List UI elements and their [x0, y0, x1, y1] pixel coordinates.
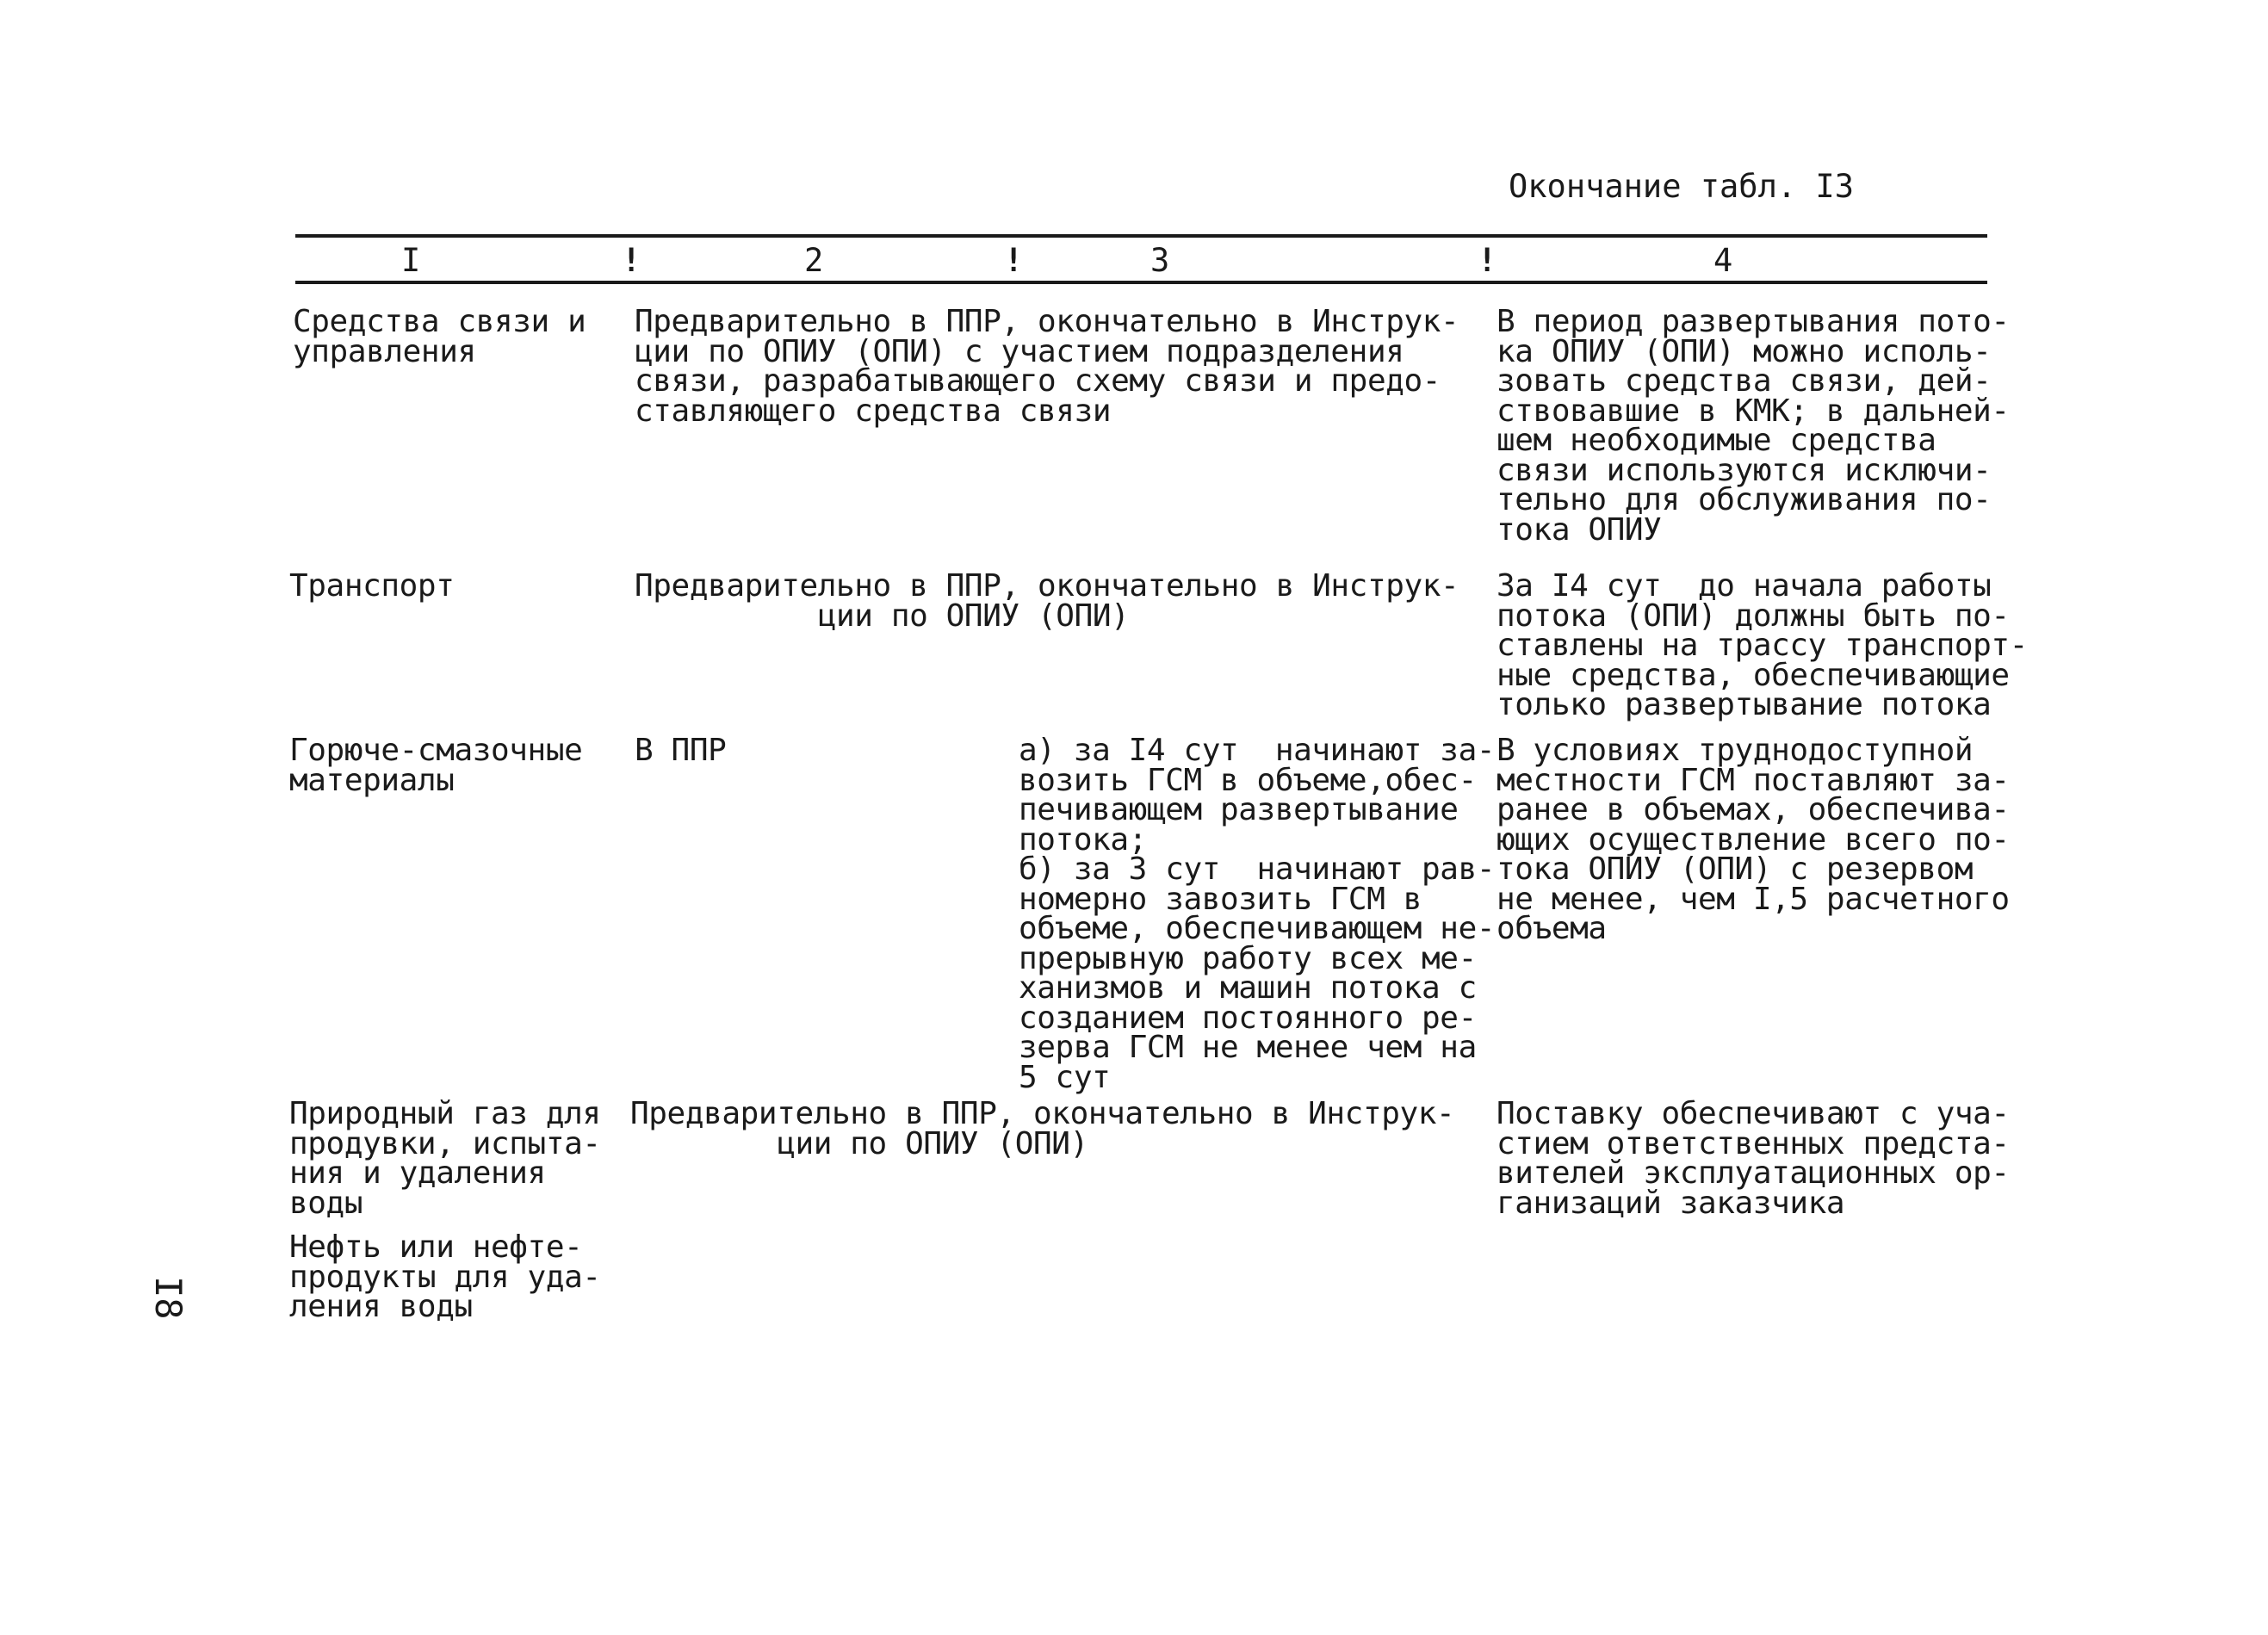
row-2-col-1: Транспорт [289, 568, 455, 604]
row-3-col-2: В ППР [635, 733, 727, 768]
row-3-col-4: В условиях труднодоступной местности ГСМ поставляют за- ранее в объемах, обеспечива- ющих осуществление всего по- тока ОПИУ (ОПИ) с резервом не менее, чем I,5 расчетного объема [1497, 733, 2010, 946]
column-separator-1: ! [622, 242, 641, 279]
row-2-col-4: За I4 сут до начала работы потока (ОПИ) должны быть по- ставлены на трассу транспорт- ные средства, обеспечивающие только развертывание потока [1497, 568, 2028, 722]
row-5-col-1: Нефть или нефте- продукты для уда- ления воды [289, 1229, 601, 1324]
row-4-col-4: Поставку обеспечивают с уча- стием ответственных предста- вителей эксплуатационных ор- ганизаций заказчика [1497, 1096, 2010, 1221]
row-3-col-3: а) за I4 сут начинают за- возить ГСМ в объеме,обес- печивающем развертывание потока; б) за 3 сут начинают рав- номерно завозить ГСМ в объеме, обеспечивающем не- прерывную работу всех ме- ханизмов и машин потока с созданием постоянного ре- зерва ГСМ не менее чем на 5 сут [1019, 733, 1496, 1095]
header-rule-bottom [295, 281, 1987, 284]
row-1-col-2-3: Предварительно в ППР, окончательно в Инструк- ции по ОПИУ (ОПИ) с участием подразделения связи, разрабатывающего схему связи и предо- ставляющего средства связи [635, 304, 1459, 429]
row-1-col-4: В период развертывания пото- ка ОПИУ (ОПИ) можно исполь- зовать средства связи, дей- ствовавшие в КМК; в дальней- шем необходимые средства связи используются исключи- тельно для обслуживания по- тока ОПИУ [1497, 304, 2010, 548]
table-caption: Окончание табл. I3 [1509, 168, 1854, 205]
column-number-1: I [401, 242, 421, 279]
column-separator-2: ! [1004, 242, 1024, 279]
row-1-col-1: Средства связи и управления [293, 304, 586, 369]
row-2-col-2-3: Предварительно в ППР, окончательно в Инструк- ции по ОПИУ (ОПИ) [635, 568, 1459, 634]
column-number-4: 4 [1713, 242, 1733, 279]
column-number-2: 2 [804, 242, 824, 279]
column-separator-3: ! [1478, 242, 1497, 279]
column-number-3: 3 [1150, 242, 1170, 279]
row-4-col-1: Природный газ для продувки, испыта- ния и удаления воды [289, 1096, 601, 1221]
row-3-col-1: Горюче-смазочные материалы [289, 733, 583, 798]
row-4-col-2-3: Предварительно в ППР, окончательно в Инструк- ции по ОПИУ (ОПИ) [630, 1096, 1455, 1161]
page-number: I8 [147, 1276, 189, 1320]
header-rule-top [295, 234, 1987, 238]
